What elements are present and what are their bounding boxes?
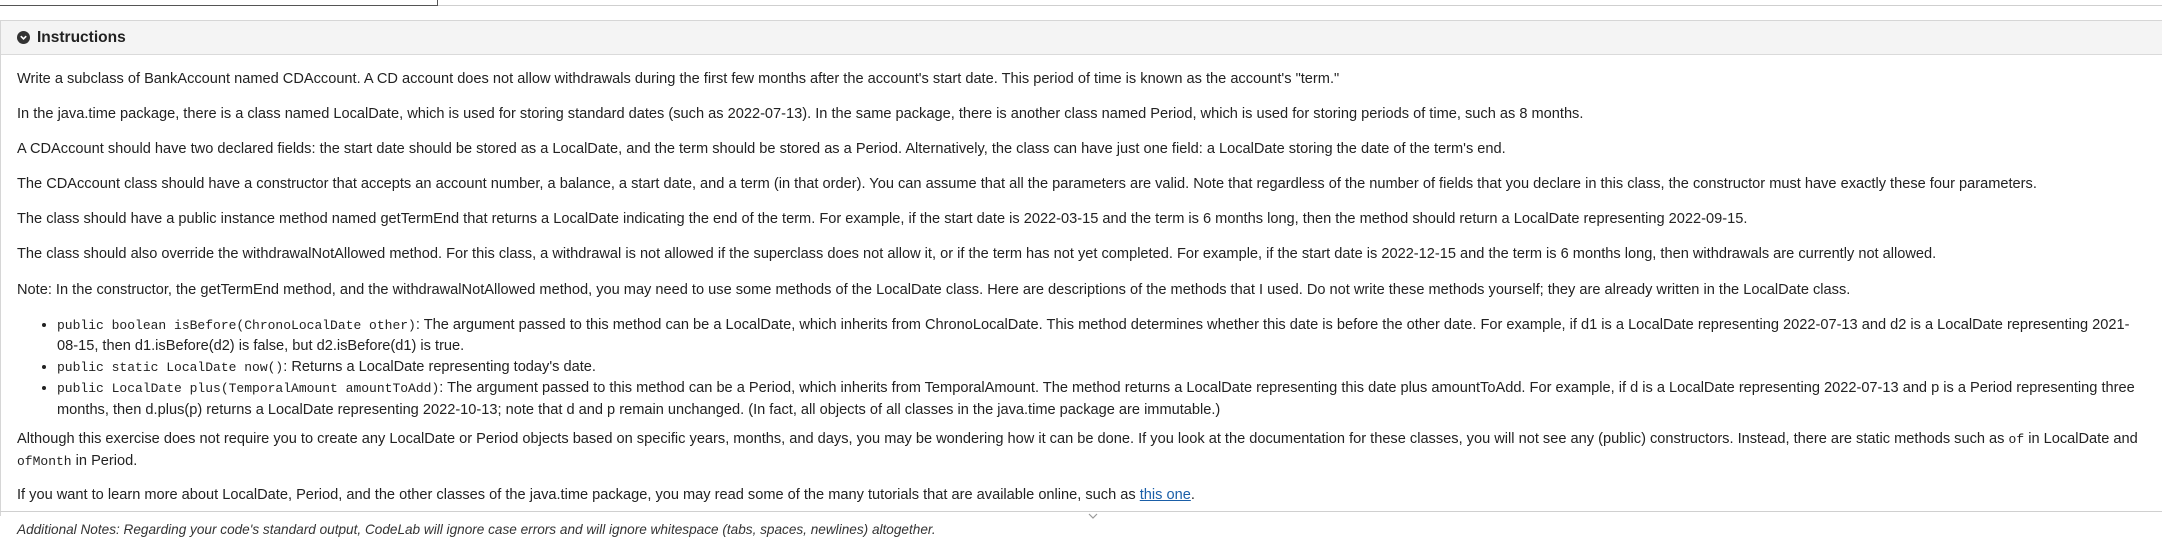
method-signature: public boolean isBefore(ChronoLocalDate other) xyxy=(57,317,416,333)
paragraph-learn-more xyxy=(17,485,2146,506)
paragraph-constructor: The CDAccount class should have a constructor that accepts an account number, a balance, a start date, and a term (in that order). You can assume that all the parameters are valid. Note that regardless of the number of fields that you declare in this class, the constructor must have exactly these four parameters. xyxy=(17,176,2037,193)
paragraph-text: . xyxy=(1190,487,1195,504)
additional-notes: Additional Notes: Regarding your code's standard output, CodeLab will ignore case errors and will ignore whitespace (tabs, spaces, newlines) altogether. xyxy=(17,522,936,538)
method-signature: public LocalDate plus(TemporalAmount amountToAdd) xyxy=(57,381,440,397)
instructions-panel-header[interactable] xyxy=(1,21,2162,55)
paragraph-fields: A CDAccount should have two declared fields: the start date should be stored as a LocalDate, and the term should be stored as a Period. Alternatively, the class can have just one field: a LocalDate storing the date of the term's end. xyxy=(17,141,1506,158)
top-toolbar xyxy=(0,0,2162,6)
list-item xyxy=(57,378,2146,420)
code-of: of xyxy=(2008,432,2025,448)
method-description: : The argument passed to this method can be a Period, which inherits from TemporalAmount. The method returns a LocalDate representing this date plus amountToAdd. For example, if d is a LocalDate representing 2022-07-13 and p is a Period representing three months, then d.plus(p) returns a LocalDate representing 2022-10-13; note that d and p remain unchanged. (In fact, all objects of all classes in the java.time package are immutable.) xyxy=(57,380,2135,418)
instructions-content xyxy=(1,55,2162,541)
paragraph-text: in LocalDate and xyxy=(2024,431,2138,448)
instructions-panel xyxy=(0,20,2162,538)
this-one-link[interactable]: this one xyxy=(1139,487,1191,504)
method-description: : Returns a LocalDate representing today's date. xyxy=(283,358,596,375)
paragraph-text: If you want to learn more about LocalDate, Period, and the other classes of the java.time package, you may read some of the many tutorials that are available online, such as xyxy=(17,487,1140,504)
method-signature: public static LocalDate now() xyxy=(57,359,284,375)
paragraph-text: Although this exercise does not require you to create any LocalDate or Period objects based on specific years, months, and days, you may be wondering how it can be done. If you look at the documentation for these classes, you will not see any (public) constructors. Instead, there are static methods such as xyxy=(17,431,2009,448)
paragraph-java-time: In the java.time package, there is a class named LocalDate, which is used for storing standard dates (such as 2022-07-13). In the same package, there is another class named Period, which is used for storing periods of time, such as 8 months. xyxy=(17,106,1584,123)
paragraph-intro: Write a subclass of BankAccount named CDAccount. A CD account does not allow withdrawals during the first few months after the account's start date. This period of time is known as the account's "term." xyxy=(17,71,1340,87)
paragraph-withdrawal: The class should also override the withdrawalNotAllowed method. For this class, a withdrawal is not allowed if the superclass does not allow it, or if the term has not yet completed. For example, if the start date is 2022-12-15 and the term is 6 months long, then withdrawals are currently not allowed. xyxy=(17,246,1937,263)
top-tab-edge xyxy=(0,0,438,6)
bottom-divider xyxy=(0,511,2162,512)
panel-title: Instructions xyxy=(37,28,126,46)
code-of-month: ofMonth xyxy=(17,453,72,469)
paragraph-get-term-end: The class should have a public instance method named getTermEnd that returns a LocalDate indicating the end of the term. For example, if the start date is 2022-03-15 and the term is 6 months long, then the method should return a LocalDate representing 2022-09-15. xyxy=(17,211,1748,228)
method-description: : The argument passed to this method can be a LocalDate, which inherits from ChronoLocalDate. This method determines whether this date is before the other date. For example, if d1 is a LocalDate representing 2022-07-13 and d2 is a LocalDate representing 2021-08-15, then d1.isBefore(d2) is false, but d2.isBefore(d1) is true. xyxy=(57,316,2130,355)
paragraph-constructors xyxy=(17,429,2146,472)
chevron-down-icon[interactable] xyxy=(17,31,30,44)
paragraph-text: in Period. xyxy=(71,452,138,469)
paragraph-note: Note: In the constructor, the getTermEnd method, and the withdrawalNotAllowed method, you may need to use some methods of the LocalDate class. Here are descriptions of the methods that I used. Do not write these methods yourself; they are already written in the LocalDate class. xyxy=(17,281,1851,298)
method-list xyxy=(17,315,2146,421)
list-item xyxy=(57,315,2146,357)
list-item xyxy=(57,357,2146,379)
